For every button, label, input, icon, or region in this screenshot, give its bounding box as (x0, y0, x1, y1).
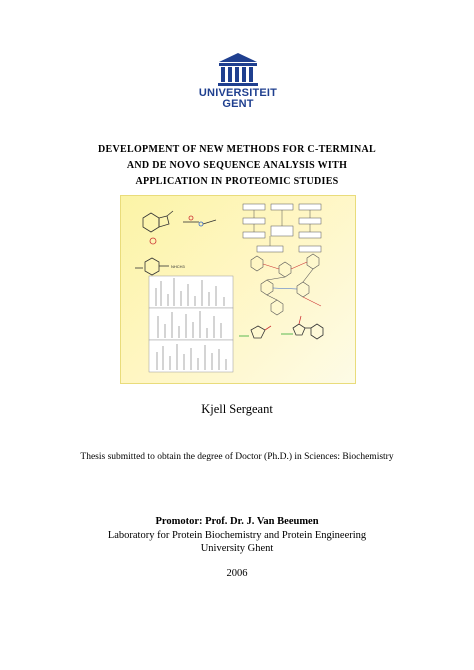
logo-line-gent: GENT (222, 98, 254, 110)
molecule-bottom-right (239, 316, 323, 339)
mass-spectra (149, 276, 233, 372)
university-logo (192, 50, 284, 114)
figure-collage (121, 196, 355, 383)
cover-figure (120, 195, 356, 384)
title-line-3: APPLICATION IN PROTEOMIC STUDIES (135, 176, 339, 187)
chemical-structure-mid-left (135, 258, 186, 275)
thesis-statement: Thesis submitted to obtain the degree of Doctor (Ph.D.) in Sciences: Biochemistry (80, 452, 394, 462)
title-line-1: DEVELOPMENT OF NEW METHODS FOR C-TERMINAL (98, 144, 376, 155)
temple-logo-icon (192, 50, 284, 90)
logo-line-universiteit: UNIVERSITEIT (198, 87, 278, 99)
laboratory: Laboratory for Protein Biochemistry and Protein Engineering (107, 530, 367, 541)
flow-diagram (243, 204, 321, 252)
reaction-scheme (251, 254, 321, 315)
title-line-2: AND DE NOVO SEQUENCE ANALYSIS WITH (126, 160, 348, 171)
chemical-structure-top-left (143, 211, 216, 244)
university-name: University Ghent (200, 543, 274, 554)
thesis-title (40, 142, 434, 190)
author-name: Kjell Sergeant (201, 402, 273, 416)
publication-year: 2006 (226, 568, 248, 579)
svg-text:NHCH3: NHCH3 (171, 264, 185, 269)
promotor: Promotor: Prof. Dr. J. Van Beeumen (155, 516, 319, 527)
